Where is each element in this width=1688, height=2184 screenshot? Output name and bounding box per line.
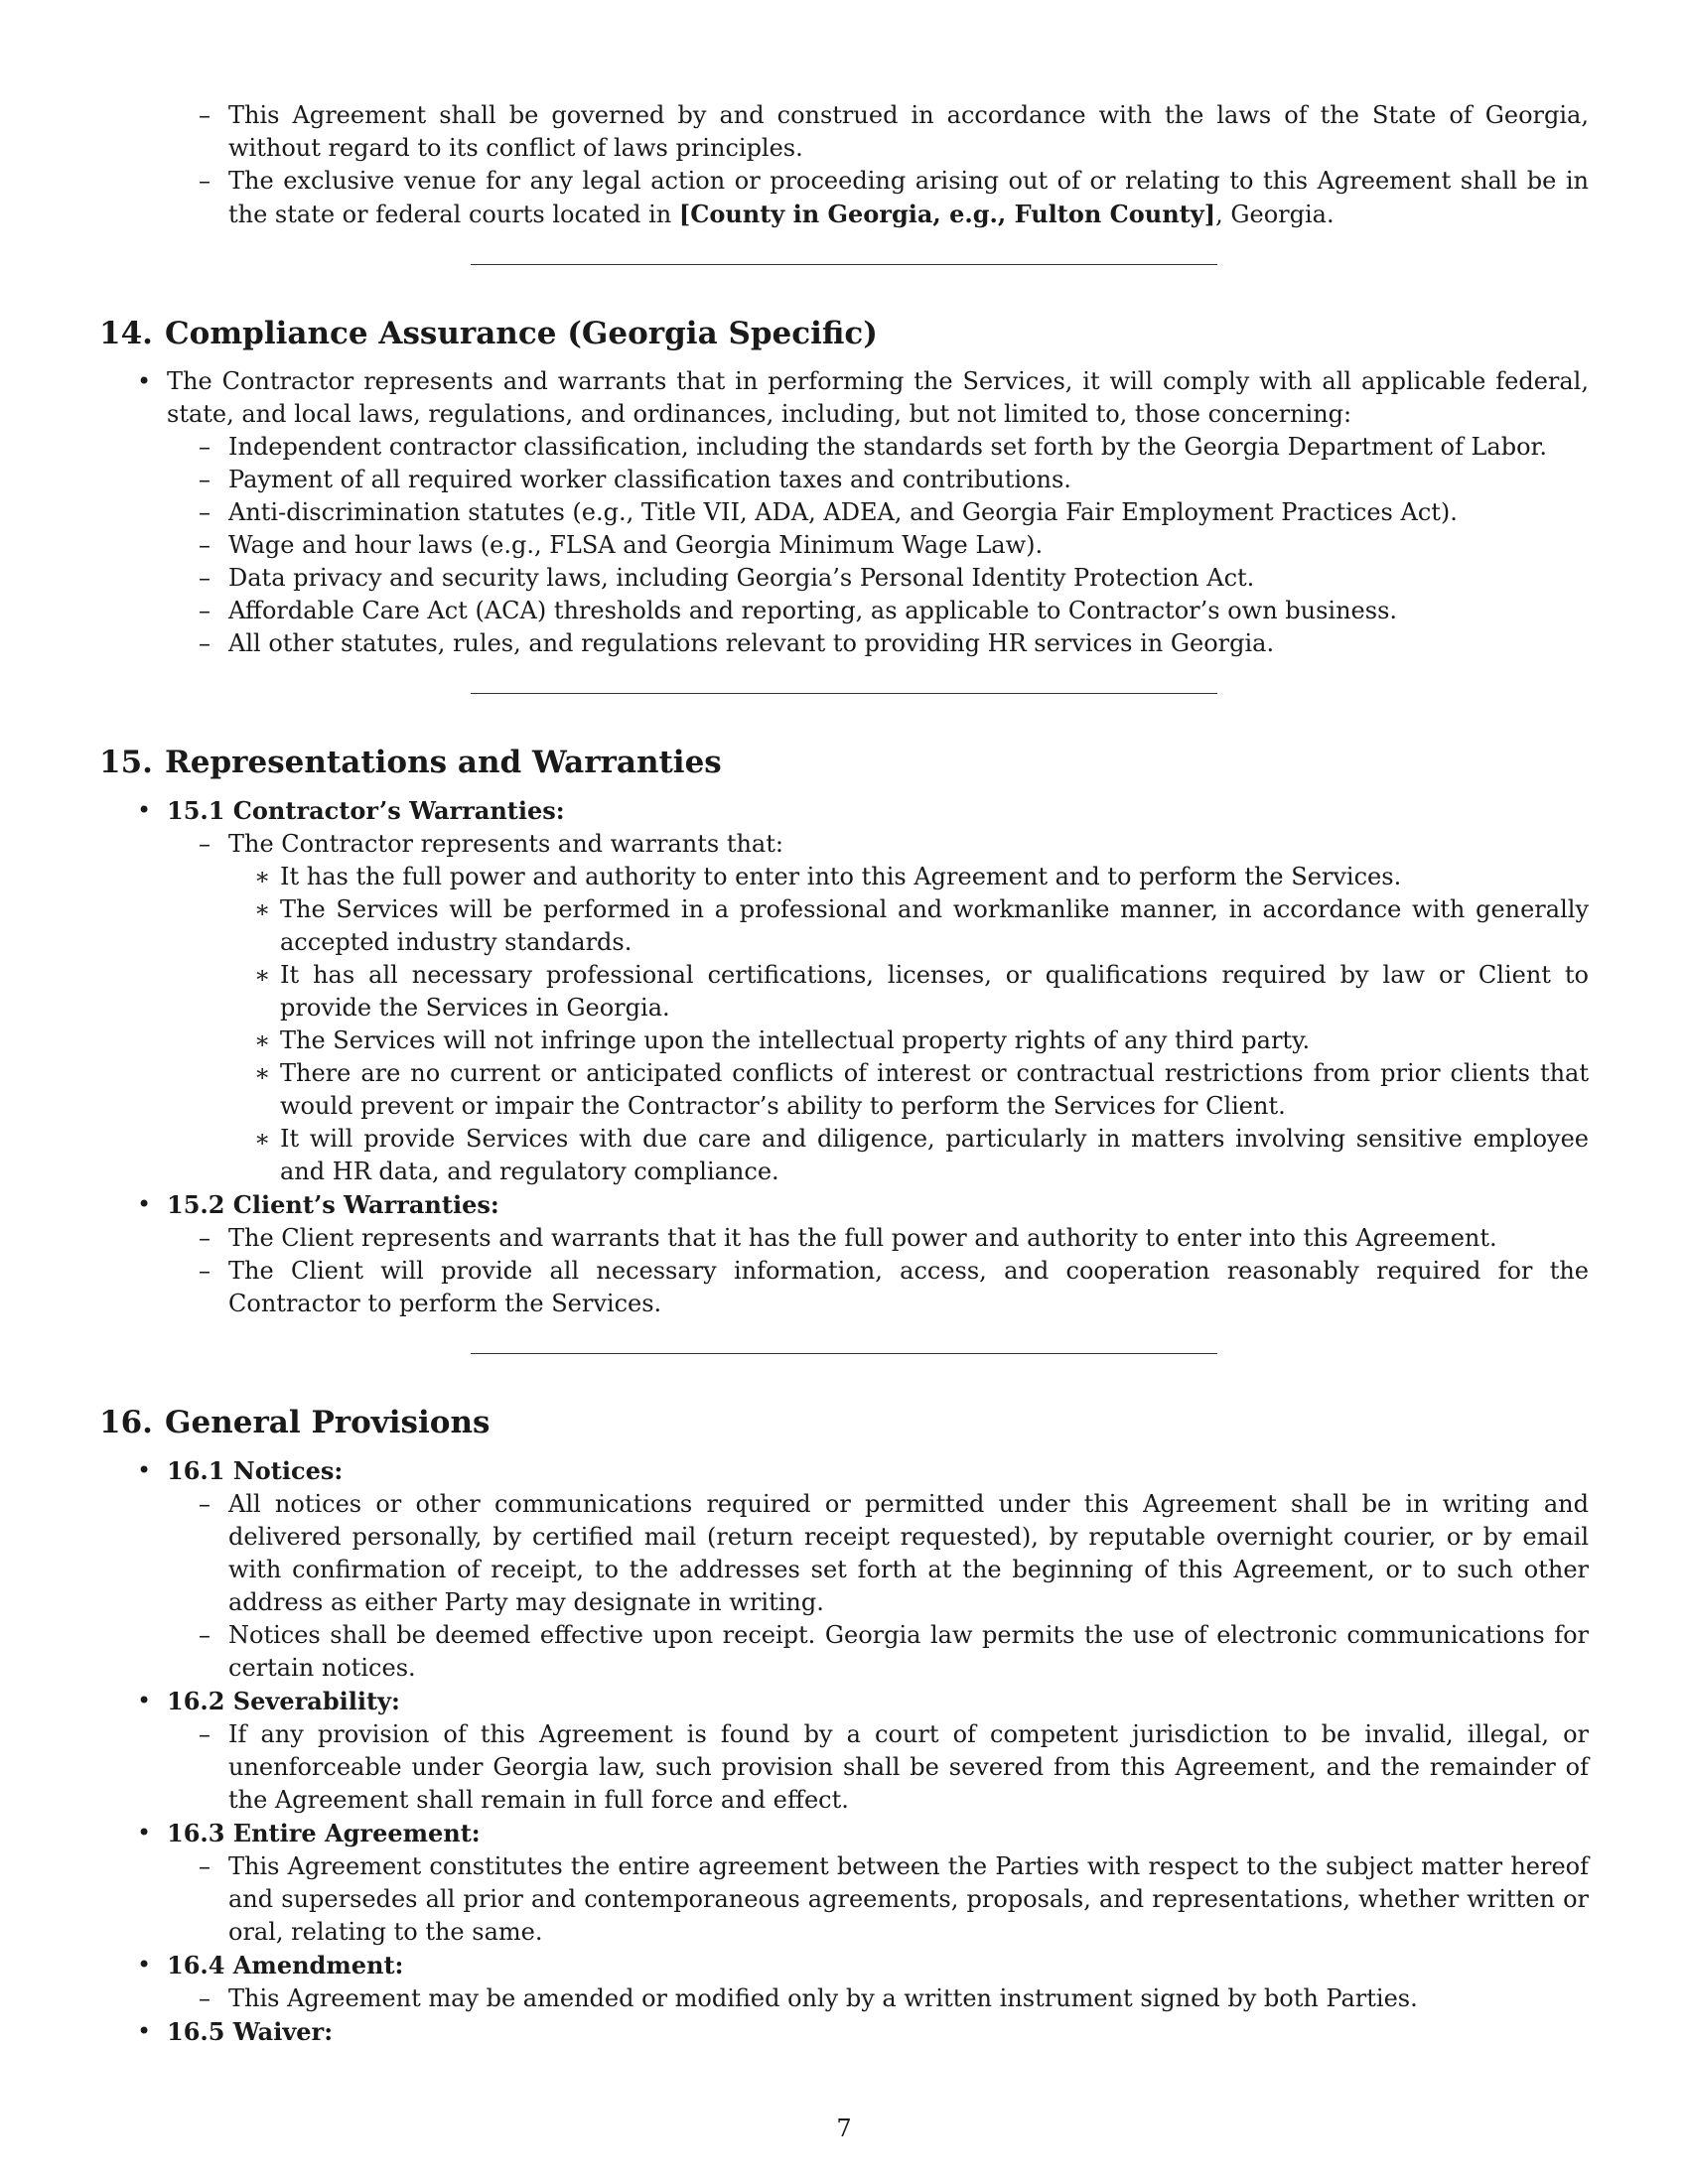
- list-item: – This Agreement may be amended or modified only by a written instrument signed by both Parties.: [167, 1982, 1589, 2015]
- section-heading-16: 16. General Provisions: [99, 1405, 491, 1440]
- governing-law-list: [167, 99, 1589, 231]
- list-item: – This Agreement shall be governed by and construed in accordance with the laws of the State of Georgia, without regard to its conflict of laws principles.: [167, 99, 1589, 165]
- subsection-heading: 15.2 Client’s Warranties:: [167, 1190, 499, 1219]
- section-15-list: [99, 794, 1589, 1320]
- subsection-heading: 16.5 Waiver:: [167, 2017, 334, 2046]
- list-item: – Affordable Care Act (ACA) thresholds and reporting, as applicable to Contractor’s own business.: [167, 595, 1589, 627]
- list-item: [99, 1817, 1589, 1949]
- section-divider: [471, 1353, 1217, 1354]
- list-item: – The Client will provide all necessary information, access, and cooperation reasonably required for the Contractor to perform the Services.: [167, 1255, 1589, 1320]
- list-item: ∗ It has all necessary professional certifications, licenses, or qualifications required by law or Client to provide the Services in Georgia.: [228, 959, 1589, 1024]
- list-item: – All other statutes, rules, and regulations relevant to providing HR services in Georgia.: [167, 627, 1589, 660]
- list-item: – Data privacy and security laws, including Georgia’s Personal Identity Protection Act.: [167, 562, 1589, 595]
- section-divider: [471, 264, 1217, 265]
- list-item: [99, 1949, 1589, 2015]
- section-14-list: [99, 365, 1589, 660]
- page-number: 7: [836, 2115, 852, 2142]
- venue-placeholder: [County in Georgia, e.g., Fulton County]: [678, 200, 1216, 228]
- list-item: – Notices shall be deemed effective upon receipt. Georgia law permits the use of electronic communications for certain notices.: [167, 1619, 1589, 1685]
- list-item: – The Client represents and warrants that it has the full power and authority to enter into this Agreement.: [167, 1222, 1589, 1255]
- subsection-heading: 16.2 Severability:: [167, 1687, 400, 1715]
- list-item: – Independent contractor classification, including the standards set forth by the Georgia Department of Labor.: [167, 431, 1589, 464]
- list-item: – Payment of all required worker classification taxes and contributions.: [167, 464, 1589, 496]
- list-item: [99, 1188, 1589, 1320]
- list-item: ∗ The Services will be performed in a professional and workmanlike manner, in accordance with generally accepted industry standards.: [228, 893, 1589, 959]
- list-item: ∗ It has the full power and authority to enter into this Agreement and to perform the Services.: [228, 861, 1589, 893]
- list-item: [99, 1454, 1589, 1685]
- list-item: [99, 794, 1589, 1188]
- list-item: • The Contractor represents and warrants that in performing the Services, it will comply with all applicable federal, state, and local laws, regulations, and ordinances, including, but not limited to, those concerning: – Independent contractor classification, including the standards set forth by the Georgia Department of Labor. – Payment of all required worker classification taxes and contributions. – Anti-discrimination statutes (e.g., Title VII, ADA, ADEA, and Georgia Fair Employment Practices Act). – Wage and hour laws (e.g., FLSA and Georgia Minimum Wage Law). – Data privacy and security laws, including Georgia’s Personal Identity Protection Act. – Affordable Care Act (ACA) thresholds and reporting, as applicable to Contractor’s own business. – All other statutes, rules, and regulations relevant to providing HR services in Georgia.: [99, 365, 1589, 660]
- list-item: – If any provision of this Agreement is found by a court of competent jurisdiction to be invalid, illegal, or unenforceable under Georgia law, such provision shall be severed from this Agreement, and the remainder of the Agreement shall remain in full force and effect.: [167, 1718, 1589, 1817]
- list-item: – Wage and hour laws (e.g., FLSA and Georgia Minimum Wage Law).: [167, 529, 1589, 562]
- list-item: ∗ There are no current or anticipated conflicts of interest or contractual restrictions from prior clients that would prevent or impair the Contractor’s ability to perform the Services for Client.: [228, 1057, 1589, 1123]
- list-item: – This Agreement constitutes the entire agreement between the Parties with respect to the subject matter hereof and supersedes all prior and contemporaneous agreements, proposals, and representations, whether written or oral, relating to the same.: [167, 1850, 1589, 1949]
- client-warranties: [167, 1222, 1589, 1320]
- subsection-heading: 16.3 Entire Agreement:: [167, 1819, 481, 1847]
- list-item: – All notices or other communications required or permitted under this Agreement shall be in writing and delivered personally, by certified mail (return receipt requested), by reputable overnight courier, or by email with confirmation of receipt, to the addresses set forth at the beginning of this Agreement, or to such other address as either Party may designate in writing.: [167, 1488, 1589, 1619]
- contractor-warranties: [228, 861, 1589, 1188]
- document-page: [99, 99, 1589, 2049]
- list-item: – Anti-discrimination statutes (e.g., Title VII, ADA, ADEA, and Georgia Fair Employment Practices Act).: [167, 496, 1589, 529]
- section-heading-14: 14. Compliance Assurance (Georgia Specific): [99, 316, 878, 351]
- compliance-items: [167, 431, 1589, 660]
- section-heading-15: 15. Representations and Warranties: [99, 745, 722, 780]
- subsection-heading: 15.1 Contractor’s Warranties:: [167, 796, 565, 825]
- section-divider: [471, 693, 1217, 694]
- list-item: – The exclusive venue for any legal action or proceeding arising out of or relating to this Agreement shall be in the state or federal courts located in [County in Georgia, e.g., Fulton County], Georgia.: [167, 165, 1589, 231]
- section-16-list: [99, 1454, 1589, 2049]
- list-item: – The Contractor represents and warrants that: ∗ It has the full power and authority to enter into this Agreement and to perform the Services. ∗ The Services will be performed in a professional and workmanlike manner, in accordance with generally accepted industry standards. ∗ It has all necessary professional certifications, licenses, or qualifications required by law or Client to provide the Services in Georgia. ∗ The Services will not infringe upon the intellectual property rights of any third party. ∗ There are no current or anticipated conflicts of interest or contractual restrictions from prior clients that would prevent or impair the Contractor’s ability to perform the Services for Client. ∗ It will provide Services with due care and diligence, particularly in matters involving sensitive employee and HR data, and regulatory compliance.: [167, 828, 1589, 1188]
- subsection-heading: 16.4 Amendment:: [167, 1951, 404, 1979]
- list-item: [99, 2015, 1589, 2049]
- subsection-heading: 16.1 Notices:: [167, 1456, 344, 1485]
- list-item: ∗ It will provide Services with due care and diligence, particularly in matters involving sensitive employee and HR data, and regulatory compliance.: [228, 1123, 1589, 1188]
- list-item: [99, 1685, 1589, 1817]
- list-item: ∗ The Services will not infringe upon the intellectual property rights of any third party.: [228, 1024, 1589, 1057]
